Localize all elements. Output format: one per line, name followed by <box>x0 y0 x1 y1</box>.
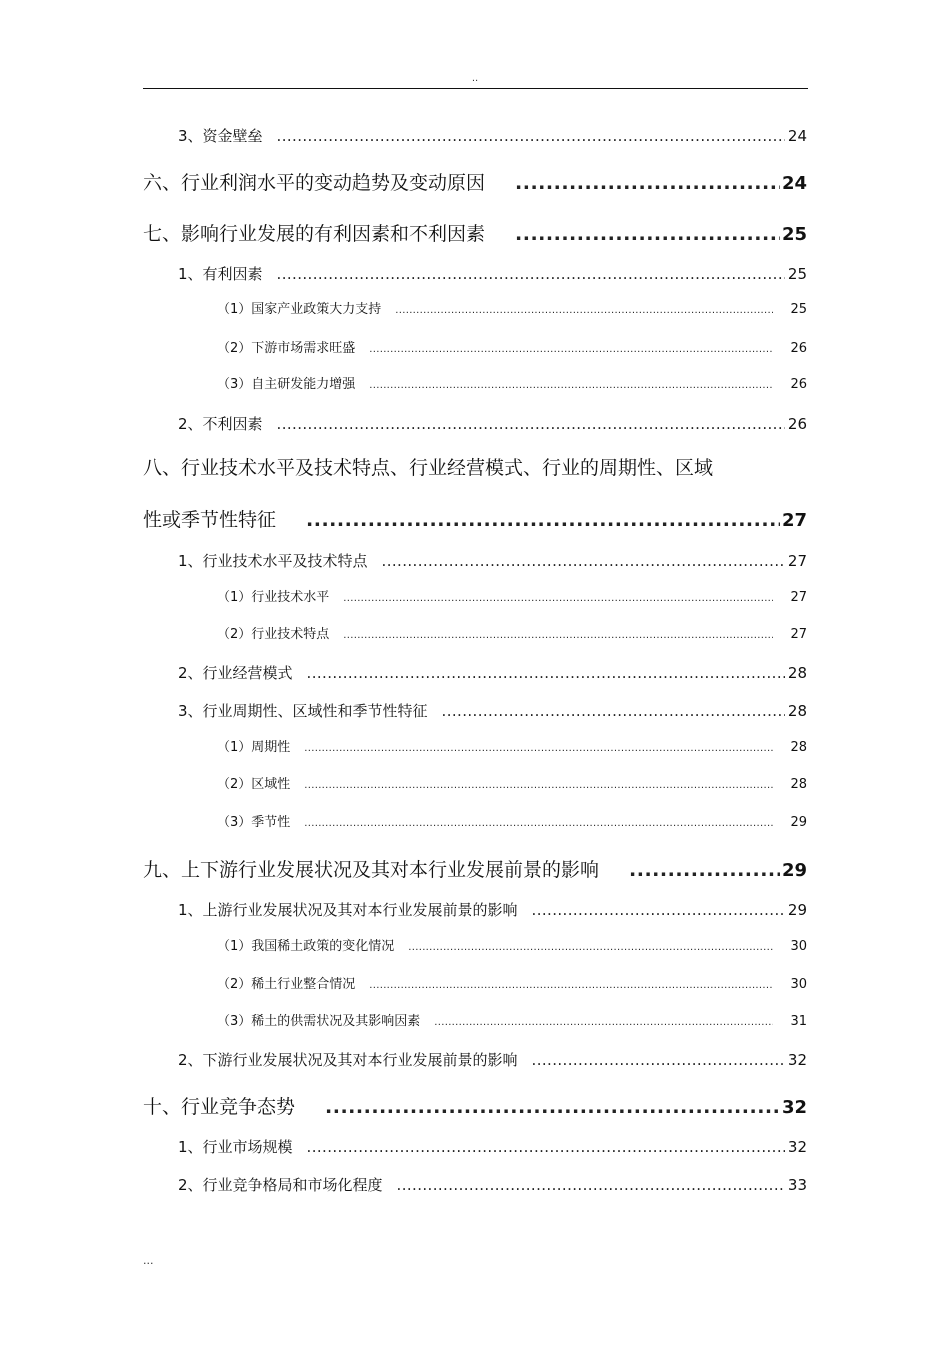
toc-page-number: 28 <box>787 702 807 720</box>
toc-page-number: 26 <box>790 341 807 356</box>
toc-entry[interactable] <box>217 935 807 954</box>
toc-entry[interactable] <box>217 298 807 317</box>
toc-page-number: 31 <box>790 1014 807 1029</box>
toc-leader-dots <box>369 380 773 391</box>
toc-entry-title: （2）行业技术特点 <box>217 627 330 642</box>
toc-entry-title-line1: 八、行业技术水平及技术特点、行业经营模式、行业的周期性、区域 <box>143 457 714 479</box>
toc-page-number: 25 <box>781 224 807 245</box>
toc-page-number: 25 <box>790 302 807 317</box>
toc-entry-title: 2、不利因素 <box>178 415 263 433</box>
toc-entry[interactable] <box>178 1136 807 1157</box>
toc-entry[interactable] <box>178 550 807 571</box>
toc-entry[interactable] <box>178 1174 807 1195</box>
toc-page-number: 28 <box>787 664 807 682</box>
toc-entry-title: 1、上游行业发展状况及其对本行业发展前景的影响 <box>178 901 518 919</box>
toc-entry-title: （1）我国稀土政策的变化情况 <box>217 939 395 954</box>
toc-page-number: 33 <box>787 1176 807 1194</box>
toc-page-number: 32 <box>787 1051 807 1069</box>
toc-page-number: 27 <box>781 510 807 531</box>
toc-leader-dots <box>307 1138 785 1156</box>
toc-entry[interactable] <box>217 337 807 356</box>
toc-leader-dots <box>306 509 780 531</box>
toc-entry[interactable] <box>143 855 807 882</box>
toc-leader-dots <box>304 780 773 791</box>
toc-page-number: 29 <box>790 815 807 830</box>
toc-leader-dots <box>343 630 773 641</box>
page-header-mark: .. <box>471 73 479 84</box>
toc-page-number: 27 <box>790 627 807 642</box>
toc-page-number: 30 <box>790 977 807 992</box>
toc-leader-dots <box>369 344 773 355</box>
toc-page-number: 24 <box>787 127 807 145</box>
toc-page-number: 25 <box>787 265 807 283</box>
toc-entry-title: 1、行业技术水平及技术特点 <box>178 552 368 570</box>
toc-entry[interactable] <box>178 263 807 284</box>
toc-page-number: 27 <box>787 552 807 570</box>
toc-entry-title: （2）下游市场需求旺盛 <box>217 341 356 356</box>
toc-entry[interactable] <box>217 623 807 642</box>
toc-leader-dots <box>343 593 773 604</box>
toc-leader-dots <box>304 743 773 754</box>
toc-entry-title: 1、有利因素 <box>178 265 263 283</box>
toc-leader-dots <box>515 172 780 194</box>
toc-entry[interactable] <box>178 899 807 920</box>
toc-entry-title: 2、行业竞争格局和市场化程度 <box>178 1176 383 1194</box>
toc-page-number: 30 <box>790 939 807 954</box>
toc-entry[interactable] <box>143 1092 807 1119</box>
toc-page-number: 32 <box>781 1097 807 1118</box>
toc-leader-dots <box>515 223 780 245</box>
page-footer-mark: ... <box>143 1254 154 1267</box>
toc-page-number: 29 <box>781 860 807 881</box>
toc-entry[interactable] <box>217 1010 807 1029</box>
toc-leader-dots <box>395 305 773 316</box>
toc-leader-dots <box>397 1176 785 1194</box>
toc-entry[interactable] <box>217 811 807 830</box>
toc-entry-title: （1）国家产业政策大力支持 <box>217 302 382 317</box>
toc-entry-title: 六、行业利润水平的变动趋势及变动原因 <box>143 172 486 194</box>
toc-leader-dots <box>277 265 785 283</box>
toc-leader-dots <box>532 1051 785 1069</box>
toc-entry[interactable] <box>143 168 807 195</box>
toc-leader-dots <box>382 552 785 570</box>
toc-entry[interactable] <box>217 773 807 792</box>
toc-leader-dots <box>629 859 780 881</box>
toc-page-number: 28 <box>790 777 807 792</box>
toc-entry-title: 性或季节性特征 <box>143 509 277 531</box>
toc-leader-dots <box>369 980 773 991</box>
toc-entry-title: （1）周期性 <box>217 740 291 755</box>
toc-entry-title: 3、资金壁垒 <box>178 127 263 145</box>
toc-leader-dots <box>434 1017 773 1028</box>
toc-entry[interactable] <box>217 586 807 605</box>
toc-entry-title: 九、上下游行业发展状况及其对本行业发展前景的影响 <box>143 859 600 881</box>
toc-entry[interactable] <box>178 1049 807 1070</box>
toc-leader-dots <box>304 818 773 829</box>
toc-entry-title: 十、行业竞争态势 <box>143 1096 296 1118</box>
toc-leader-dots <box>442 702 785 720</box>
toc-entry[interactable] <box>143 505 807 532</box>
toc-leader-dots <box>307 664 785 682</box>
toc-entry[interactable] <box>143 219 807 246</box>
toc-entry-title: 3、行业周期性、区域性和季节性特征 <box>178 702 428 720</box>
toc-entry-title: （3）季节性 <box>217 815 291 830</box>
toc-leader-dots <box>277 127 785 145</box>
toc-entry[interactable] <box>178 125 807 146</box>
toc-leader-dots <box>277 415 785 433</box>
toc-entry-title: （3）自主研发能力增强 <box>217 377 356 392</box>
toc-page-number: 26 <box>790 377 807 392</box>
toc-entry[interactable] <box>217 373 807 392</box>
toc-page-number: 26 <box>787 415 807 433</box>
toc-entry[interactable] <box>217 736 807 755</box>
toc-entry-title: （2）区域性 <box>217 777 291 792</box>
toc-entry-title: 1、行业市场规模 <box>178 1138 293 1156</box>
toc-entry-title: 七、影响行业发展的有利因素和不利因素 <box>143 223 486 245</box>
toc-entry[interactable] <box>217 973 807 992</box>
toc-entry-title: （1）行业技术水平 <box>217 590 330 605</box>
toc-entry-title: （2）稀土行业整合情况 <box>217 977 356 992</box>
toc-leader-dots <box>408 942 773 953</box>
toc-page-number: 28 <box>790 740 807 755</box>
toc-entry-title: （3）稀土的供需状况及其影响因素 <box>217 1014 421 1029</box>
toc-entry[interactable] <box>178 662 807 683</box>
toc-page-number: 24 <box>781 173 807 194</box>
toc-page-number: 32 <box>787 1138 807 1156</box>
toc-entry-title: 2、行业经营模式 <box>178 664 293 682</box>
toc-entry-title: 2、下游行业发展状况及其对本行业发展前景的影响 <box>178 1051 518 1069</box>
toc-entry[interactable] <box>178 413 807 434</box>
toc-entry[interactable] <box>178 700 807 721</box>
toc-page-number: 29 <box>787 901 807 919</box>
toc-leader-dots <box>325 1096 780 1118</box>
toc-leader-dots <box>532 901 785 919</box>
toc-page-number: 27 <box>790 590 807 605</box>
